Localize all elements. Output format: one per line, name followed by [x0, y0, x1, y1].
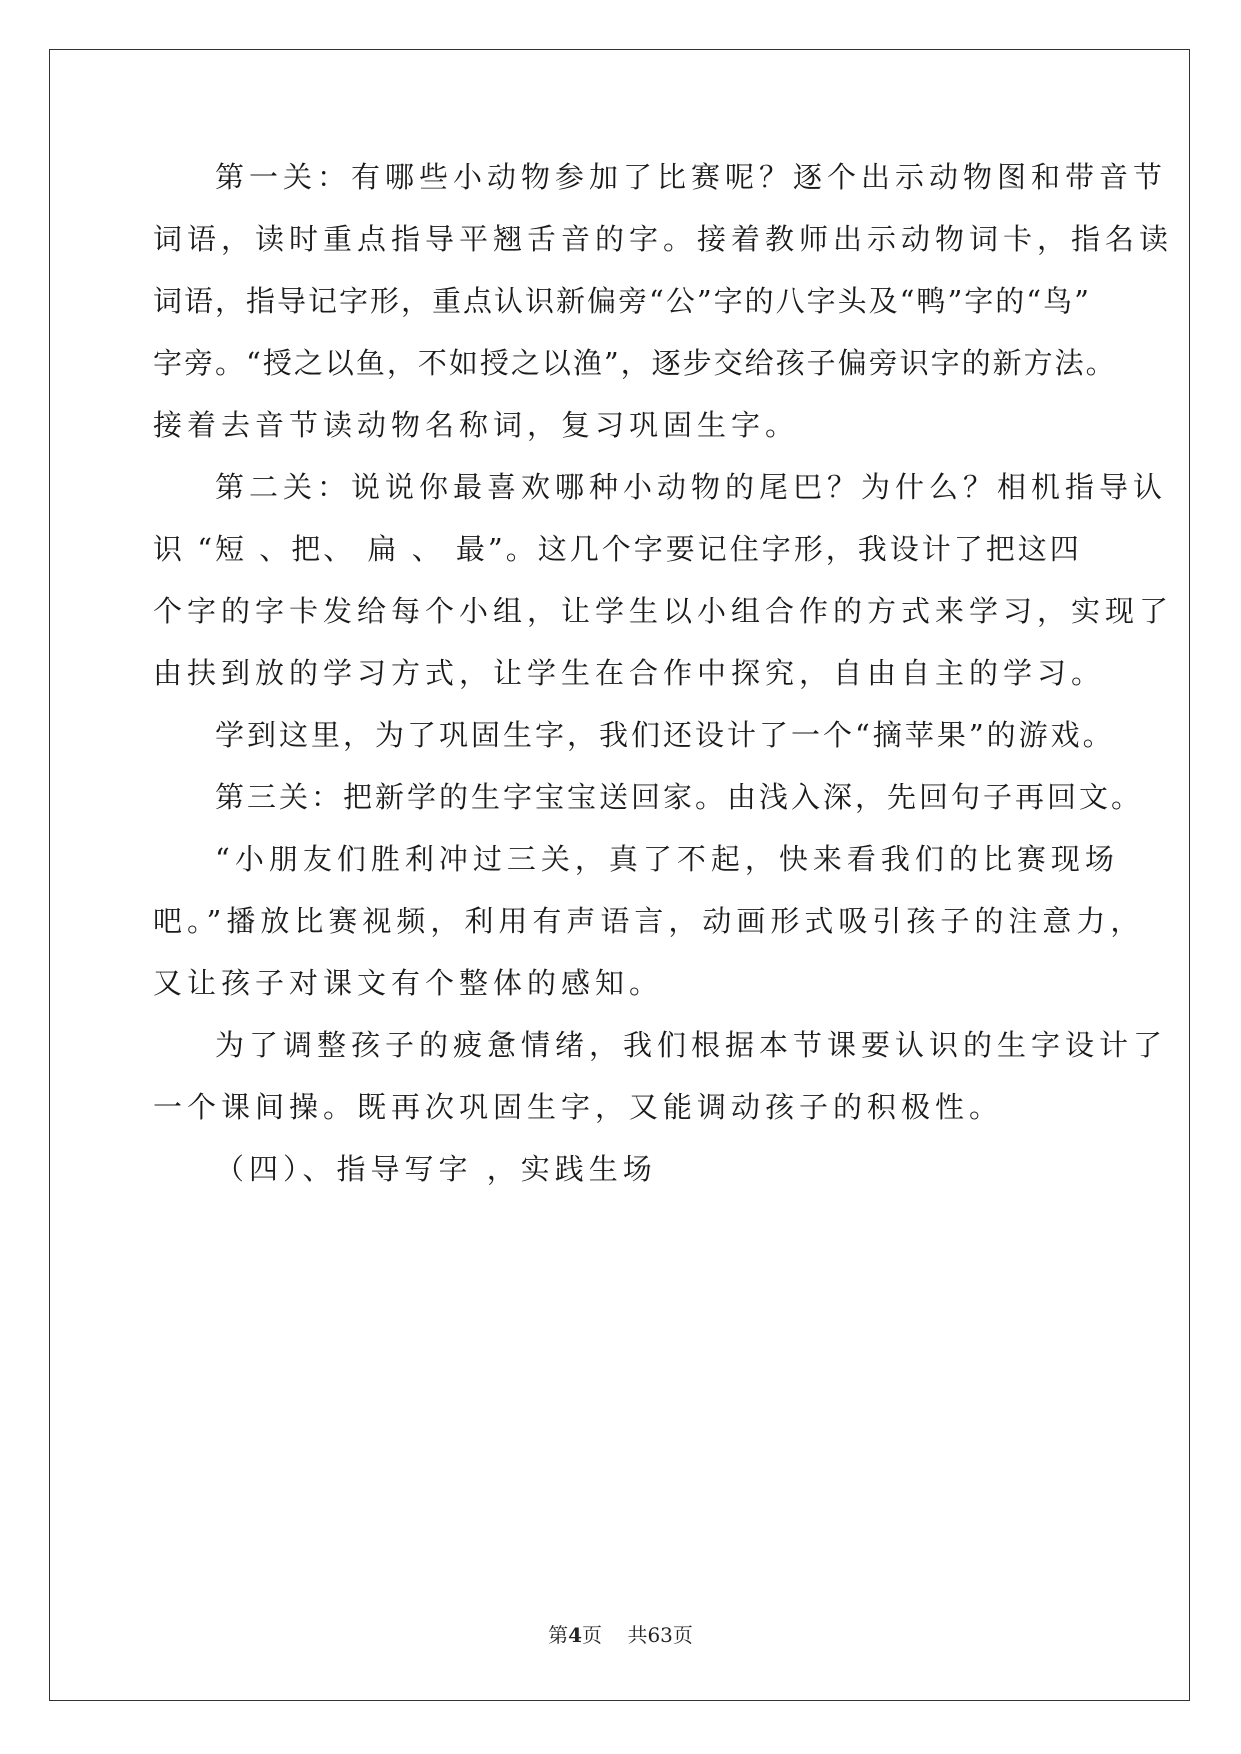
- paragraph-line: 第一关：有哪些小动物参加了比赛呢？逐个出示动物图和带音节: [215, 160, 1168, 194]
- paragraph-line: 由扶到放的学习方式，让学生在合作中探究，自由自主的学习。: [153, 656, 1106, 690]
- paragraph-line: 识 “短 、把、 扁 、 最”。这几个字要记住字形，我设计了把这四: [153, 532, 1082, 566]
- total-prefix: 共: [627, 1623, 648, 1647]
- paragraph-line: 字旁。“授之以鱼，不如授之以渔”，逐步交给孩子偏旁识字的新方法。: [153, 346, 1117, 380]
- page-number: 4: [568, 1623, 583, 1647]
- paragraph-line: 词语，读时重点指导平翘舌音的字。接着教师出示动物词卡，指名读: [153, 222, 1174, 256]
- page-footer: [0, 1619, 1241, 1648]
- paragraph-line: 为了调整孩子的疲惫情绪，我们根据本节课要认识的生字设计了: [215, 1028, 1168, 1062]
- paragraph-line: 又让孩子对课文有个整体的感知。: [153, 966, 664, 1000]
- paragraph-line: 第三关：把新学的生字宝宝送回家。由浅入深，先回句子再回文。: [215, 780, 1144, 814]
- document-body: [153, 160, 1174, 1216]
- page-suffix: 页: [582, 1623, 603, 1647]
- paragraph-line: “小朋友们胜利冲过三关，真了不起，快来看我们的比赛现场: [215, 842, 1119, 876]
- paragraph-line: 词语，指导记字形，重点认识新偏旁“公”字的八字头及“鸭”字的“鸟”: [153, 284, 1091, 318]
- page-prefix: 第: [548, 1623, 569, 1647]
- paragraph-line: 接着去音节读动物名称词，复习巩固生字。: [153, 408, 800, 442]
- paragraph-line: 第二关：说说你最喜欢哪种小动物的尾巴？为什么？相机指导认: [215, 470, 1168, 504]
- total-pages: 63: [647, 1623, 673, 1647]
- paragraph-line: 个字的字卡发给每个小组，让学生以小组合作的方式来学习，实现了: [153, 594, 1174, 628]
- section-heading: （四）、指导写字 ，实践生场: [215, 1152, 657, 1186]
- paragraph-line: 一个课间操。既再次巩固生字，又能调动孩子的积极性。: [153, 1090, 1004, 1124]
- paragraph-line: 吧。”播放比赛视频，利用有声语言，动画形式吸引孩子的注意力，: [153, 904, 1145, 938]
- total-suffix: 页: [672, 1623, 693, 1647]
- paragraph-line: 学到这里，为了巩固生字，我们还设计了一个“摘苹果”的游戏。: [215, 718, 1115, 752]
